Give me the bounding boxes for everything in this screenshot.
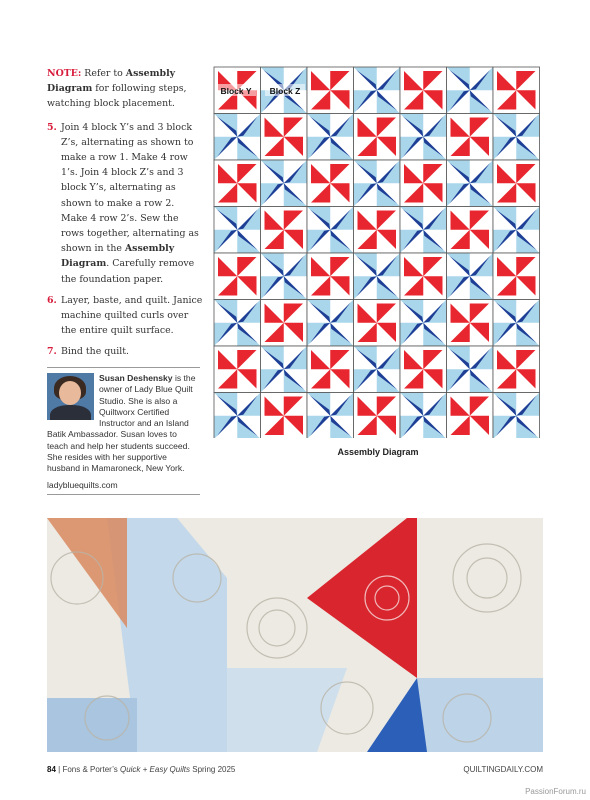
author-photo: [47, 373, 94, 420]
page-number: 84: [47, 765, 56, 774]
block-z: [447, 346, 494, 393]
instructions-column: [47, 66, 203, 366]
block-z: [447, 160, 494, 207]
block-y-label: Block Y: [220, 86, 252, 96]
block-z: [493, 114, 540, 161]
page-footer: [47, 765, 543, 774]
block-z: [214, 393, 261, 439]
block-z: [400, 300, 447, 347]
block-y: [400, 346, 447, 393]
block-z: [214, 114, 261, 161]
block-z: [307, 300, 354, 347]
bio-bottom-divider: [47, 494, 200, 495]
block-y: [493, 67, 540, 114]
block-y: [400, 67, 447, 114]
block-y: [354, 207, 401, 254]
block-y: [447, 393, 494, 439]
block-z: [214, 300, 261, 347]
note-bold: Assembly Diagram: [47, 68, 176, 95]
step-7: [47, 344, 203, 359]
step-5: [47, 120, 203, 287]
publication-name: Fons & Porter’s: [62, 765, 120, 774]
block-y: [447, 207, 494, 254]
block-z: [400, 207, 447, 254]
step-text-end: . Carefully remove the foundation paper.: [61, 258, 195, 285]
author-bio: [47, 373, 200, 475]
step-text: Bind the quilt.: [61, 346, 130, 358]
step-number: 7.: [47, 346, 57, 358]
author-website[interactable]: ladybluequilts.com: [47, 480, 118, 490]
block-y: [261, 207, 308, 254]
diagram-caption: Assembly Diagram: [337, 447, 419, 457]
block-y: [493, 346, 540, 393]
footer-separator: |: [58, 765, 61, 774]
block-y: [447, 300, 494, 347]
block-z: [354, 160, 401, 207]
footer-website[interactable]: QUILTINGDAILY.COM: [463, 765, 543, 774]
author-bio-text: is the owner of Lady Blue Quilt Studio. She is also a Quiltworx Certified Instructor and an Island Batik Ambassador. Susan loves to teach and help her students succeed. She resides with her supportive husband in Mamaroneck, New York.: [47, 373, 196, 474]
block-z: [354, 346, 401, 393]
block-y: [400, 253, 447, 300]
bio-top-divider: [47, 367, 200, 368]
block-y: [354, 393, 401, 439]
step-number: 6.: [47, 294, 57, 306]
block-y: [261, 114, 308, 161]
block-z: [261, 346, 308, 393]
step-text: Join 4 block Y’s and 3 block Z’s, alternating as shown to make a row 1. Make 4 row 1’s. Join 4 block Z’s and 3 block Y’s, alternating as shown to make a row 2. Make 4 row 2’s. Sew the rows together, alternating as shown in the: [61, 121, 199, 255]
block-y: [307, 160, 354, 207]
block-z: [307, 207, 354, 254]
note-label: NOTE:: [47, 68, 82, 79]
block-y: [400, 160, 447, 207]
block-y: [307, 253, 354, 300]
block-z: [447, 253, 494, 300]
block-z: [307, 114, 354, 161]
step-6: [47, 293, 203, 339]
block-y: [447, 114, 494, 161]
block-z: [307, 393, 354, 439]
block-z: [400, 114, 447, 161]
step-number: 5.: [47, 121, 57, 133]
issue-date: Spring 2025: [192, 765, 236, 774]
assembly-diagram: [213, 66, 543, 438]
block-y: [493, 253, 540, 300]
block-z: [261, 253, 308, 300]
block-z-label: Block Z: [269, 86, 301, 96]
block-z: [493, 393, 540, 439]
block-z: [400, 393, 447, 439]
block-y: [307, 346, 354, 393]
block-y: [261, 393, 308, 439]
block-y: [214, 346, 261, 393]
block-z: [493, 207, 540, 254]
note-text-b: for following steps, watching block placement.: [47, 83, 187, 110]
note-text-a: Refer to: [81, 68, 126, 79]
note-paragraph: [47, 66, 203, 112]
block-y: [214, 253, 261, 300]
block-y: [307, 67, 354, 114]
block-y: [214, 160, 261, 207]
block-y: [261, 300, 308, 347]
publication-title: Quick + Easy Quilts: [119, 765, 190, 774]
block-z: [354, 253, 401, 300]
watermark: PassionForum.ru: [525, 787, 586, 796]
block-y: [493, 160, 540, 207]
step-bold: Assembly Diagram: [61, 243, 175, 270]
quilt-closeup-photo: [47, 518, 543, 752]
block-z: [493, 300, 540, 347]
block-z: [447, 67, 494, 114]
step-text: Layer, baste, and quilt. Janice machine quilted curls over the entire quilt surface.: [61, 294, 203, 337]
block-y: [354, 300, 401, 347]
block-y: [354, 114, 401, 161]
block-z: [214, 207, 261, 254]
block-z: [354, 67, 401, 114]
block-z: [261, 160, 308, 207]
author-name: Susan Deshensky: [99, 373, 173, 383]
